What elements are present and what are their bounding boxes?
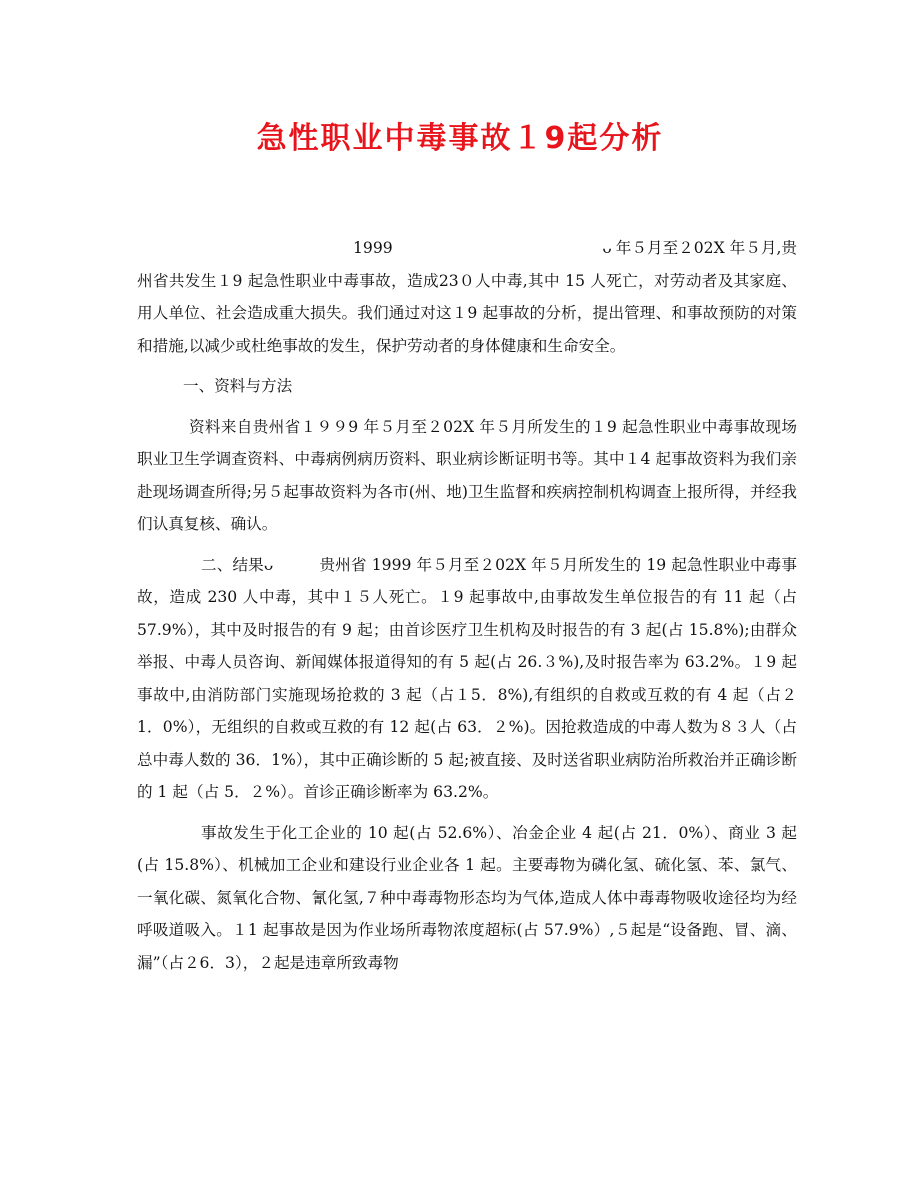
section-2-text: 贵州省 1999 年５月至２02X 年５月所发生的 19 起急性职业中毒事故，造成 230 人中毒，其中１５人死亡。１9 起事故中,由事故发生单位报告的有 11 起（占 57.9%），其中及时报告的有 9 起；由首诊医疗卫生机构及时报告的有 3 起(占 15.8%);由群众举报、中毒人员咨询、新闻媒体报道得知的有 5 起(占 26.３%),及时报告率为 63.2%。１9 起事故中,由消防部门实施现场抢救的 3 起（占１5．8%),有组织的自救或互救的有 4 起（占２1．0%），无组织的自救或互救的有 12 起(占 63．２%)。因抢救造成的中毒人数为８３人（占总中毒人数的 36．1%），其中正确诊断的 5 起;被直接、及时送省职业病防治所救治并正确诊断的 1 起（占 5．２%）。首诊正确诊断率为 63.2%。 [137, 555, 797, 801]
section-2-heading: 二、结果ᴗ [201, 555, 274, 574]
intro-first-line [137, 232, 797, 265]
section-1-paragraph: 资料来自贵州省１９９9 年５月至２02X 年５月所发生的１9 起急性职业中毒事故现场职业卫生学调查资料、中毒病例病历资料、职业病诊断证明书等。其中１4 起事故资料为我们亲赴现场调查所得;另５起事故资料为各市(州、地)卫生监督和疾病控制机构调查上报所得，并经我们认真复核、确认。 [137, 417, 797, 533]
section-1-heading: 一、资料与方法 [183, 377, 293, 395]
intro-paragraph: 州省共发生１9 起急性职业中毒事故，造成23０人中毒,其中 15 人死亡，对劳动者及其家庭、用人单位、社会造成重大损失。我们通过对这１9 起事故的分析，提出管理、和事故预防的对策和措施,以减少或杜绝事故的发生，保护劳动者的身体健康和生命安全。 [137, 271, 797, 355]
intro-year: 1999 [353, 239, 393, 257]
intro-mark: ᴗ [602, 239, 612, 257]
document-body [137, 232, 797, 979]
intro-first-text: 年５月至２02X 年５月,贵 [615, 239, 797, 257]
document-title: 急性职业中毒事故１9起分析 [256, 121, 664, 156]
paragraph-3: 事故发生于化工企业的 10 起(占 52.6%）、冶金企业 4 起(占 21．0%）、商业 3 起(占 15.8%）、机械加工企业和建设行业企业各 1 起。主要毒物为磷化氢、硫化氢、苯、氯气、一氧化碳、氮氧化合物、氰化氢,７种中毒毒物形态均为气体,造成人体中毒毒物吸收途径均为经呼吸道吸入。１1 起事故是因为作业场所毒物浓度超标(占 57.9%）,５起是“设备跑、冒、滴、漏”（占２6．3），２起是违章所致毒物 [137, 823, 797, 972]
section-2-paragraph [137, 549, 797, 809]
